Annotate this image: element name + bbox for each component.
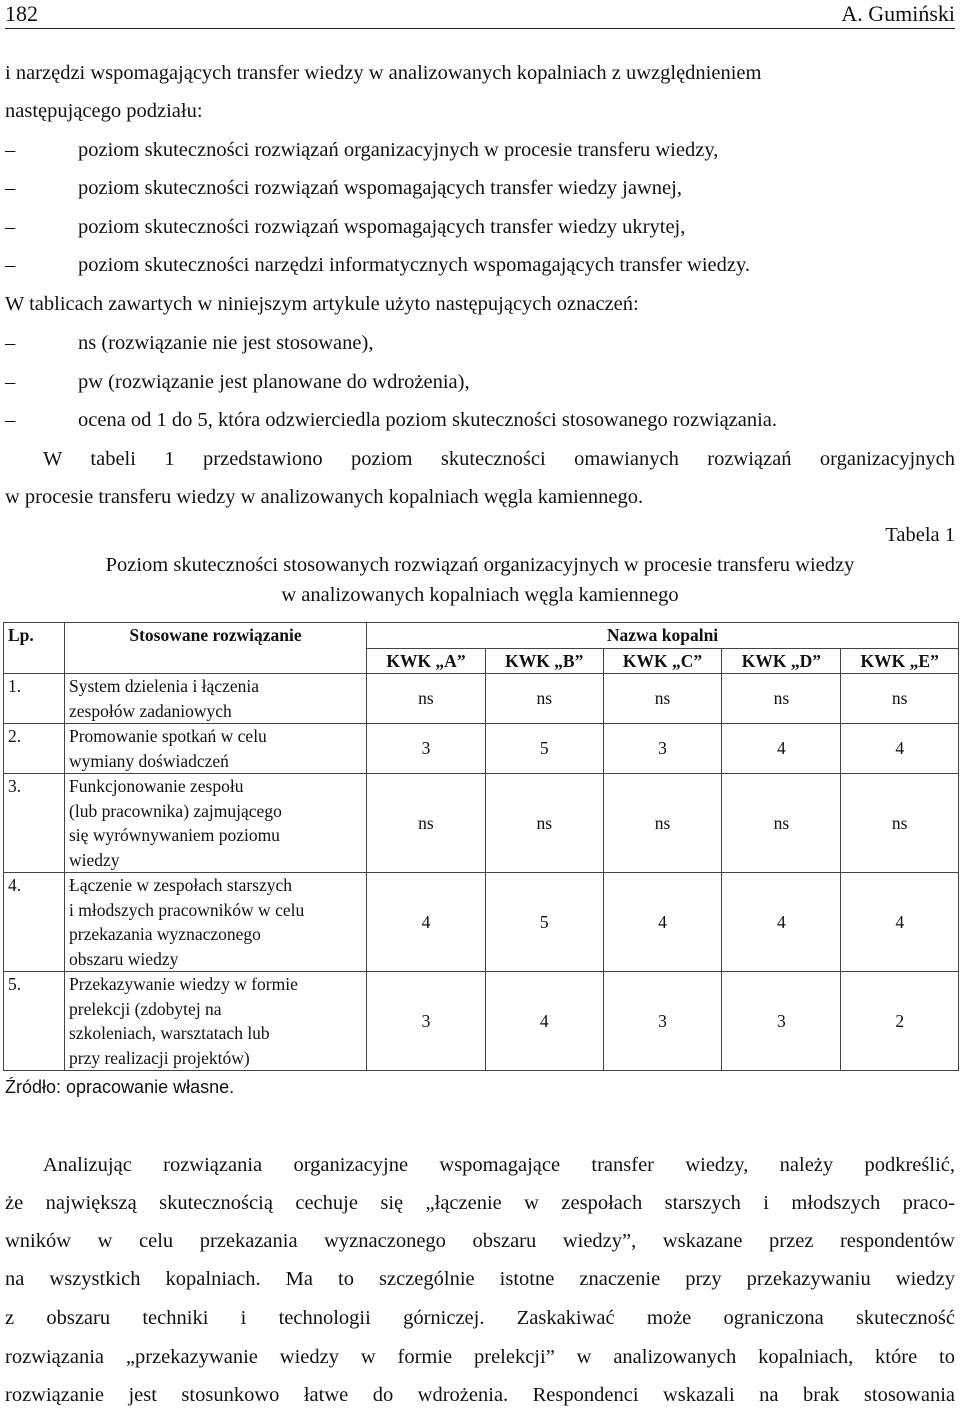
intro-line-2: następującego podziału: <box>5 100 203 122</box>
paragraph-2-line-2: że największą skutecznością cechuje się „łączenie w zespołach starszych i młodszych praco- <box>5 1192 955 1214</box>
dash-bullet: – <box>5 139 16 161</box>
table-row <box>4 972 959 1071</box>
row-value: 4 <box>722 873 841 972</box>
table-caption-line-2: w analizowanych kopalniach węgla kamiennego <box>281 584 679 606</box>
row-value: 3 <box>367 972 486 1071</box>
intro-bullet-4: poziom skuteczności narzędzi informatycznych wspomagających transfer wiedzy. <box>78 254 751 276</box>
solution-line: szkoleniach, warsztatach lub <box>69 1023 270 1043</box>
table-row <box>4 674 959 724</box>
dash-bullet: – <box>5 371 16 393</box>
intro-bullet-3: poziom skuteczności rozwiązań wspomagających transfer wiedzy ukrytej, <box>78 216 686 238</box>
page-header <box>5 0 955 29</box>
row-value: 3 <box>367 724 486 774</box>
row-solution <box>65 972 367 1071</box>
dash-bullet: – <box>5 409 16 431</box>
row-value: ns <box>722 674 841 724</box>
row-solution <box>65 774 367 873</box>
header-mine: KWK „E” <box>841 648 959 674</box>
dash-bullet: – <box>5 254 16 276</box>
table-caption-line-1: Poziom skuteczności stosowanych rozwiązań organizacyjnych w procesie transferu wiedzy <box>105 554 855 576</box>
intro-bullet-1: poziom skuteczności rozwiązań organizacyjnych w procesie transferu wiedzy, <box>78 139 719 161</box>
header-lp: Lp. <box>4 623 65 674</box>
solution-line: Funkcjonowanie zespołu <box>69 776 244 796</box>
solution-line: i młodszych pracowników w celu <box>69 899 305 920</box>
row-lp: 3. <box>4 774 65 873</box>
solution-line: (lub pracownika) zajmującego <box>69 800 282 821</box>
row-lp: 4. <box>4 873 65 972</box>
row-value: 3 <box>603 972 722 1071</box>
results-table <box>3 622 959 1071</box>
row-value: ns <box>722 774 841 873</box>
dash-bullet: – <box>5 177 16 199</box>
row-lp: 2. <box>4 724 65 774</box>
table-source: Źródło: opracowanie własne. <box>5 1077 235 1097</box>
intro-bullet-2: poziom skuteczności rozwiązań wspomagających transfer wiedzy jawnej, <box>78 177 682 199</box>
header-mine: KWK „D” <box>722 648 841 674</box>
table-label: Tabela 1 <box>885 524 955 546</box>
notation-line: W tablicach zawartych w niniejszym artykule użyto następujących oznaczeń: <box>5 293 639 315</box>
dash-bullet: – <box>5 216 16 238</box>
paragraph-2-line-7: rozwiązanie jest stosunkowo łatwe do wdrożenia. Respondenci wskazali na brak stosowania <box>5 1384 955 1406</box>
solution-line: wymiany doświadczeń <box>69 750 229 771</box>
solution-line: Przekazywanie wiedzy w formie <box>69 974 298 994</box>
row-value: ns <box>841 774 959 873</box>
header-mine: KWK „A” <box>367 648 486 674</box>
table-row <box>4 873 959 972</box>
solution-line: zespołów zadaniowych <box>69 700 232 721</box>
table-row <box>4 774 959 873</box>
notation-bullet-3: ocena od 1 do 5, która odzwierciedla poziom skuteczności stosowanego rozwiązania. <box>78 409 778 431</box>
header-mine: KWK „C” <box>603 648 722 674</box>
paragraph-2-line-3: wników w celu przekazania wyznaczonego obszaru wiedzy”, wskazane przez respondentów <box>5 1230 955 1252</box>
solution-line: Łączenie w zespołach starszych <box>69 875 293 895</box>
solution-line: się wyrównywaniem poziomu <box>69 825 280 845</box>
row-lp: 1. <box>4 674 65 724</box>
header-solution: Stosowane rozwiązanie <box>65 623 367 674</box>
paragraph-1-line-2: w procesie transferu wiedzy w analizowanych kopalniach węgla kamiennego. <box>5 486 644 508</box>
row-value: 4 <box>841 724 959 774</box>
solution-line: obszaru wiedzy <box>69 948 179 969</box>
row-value: 3 <box>722 972 841 1071</box>
paragraph-2-line-4: na wszystkich kopalniach. Ma to szczególnie istotne znaczenie przy przekazywaniu wiedzy <box>5 1268 955 1290</box>
row-value: 3 <box>603 724 722 774</box>
header-mine-name: Nazwa kopalni <box>367 623 959 649</box>
dash-bullet: – <box>5 332 16 354</box>
row-value: 4 <box>722 724 841 774</box>
row-value: ns <box>485 774 603 873</box>
row-value: ns <box>603 674 722 724</box>
paragraph-2-line-1: Analizując rozwiązania organizacyjne wspomagające transfer wiedzy, należy podkreślić, <box>43 1154 955 1176</box>
row-value: 2 <box>841 972 959 1071</box>
row-value: 5 <box>485 873 603 972</box>
running-author: A. Gumiński <box>841 1 955 26</box>
row-value: ns <box>367 774 486 873</box>
solution-line: wiedzy <box>69 849 120 870</box>
row-value: ns <box>841 674 959 724</box>
header-mine: KWK „B” <box>485 648 603 674</box>
intro-line-1: i narzędzi wspomagających transfer wiedzy w analizowanych kopalniach z uwzględnieniem <box>5 62 762 84</box>
row-value: 4 <box>367 873 486 972</box>
solution-line: Promowanie spotkań w celu <box>69 726 267 746</box>
table-header-row <box>4 623 959 649</box>
notation-bullet-1: ns (rozwiązanie nie jest stosowane), <box>78 332 374 354</box>
page-number: 182 <box>5 1 38 26</box>
row-solution <box>65 724 367 774</box>
table-row <box>4 724 959 774</box>
solution-line: przy realizacji projektów) <box>69 1047 250 1068</box>
row-value: ns <box>603 774 722 873</box>
notation-bullet-2: pw (rozwiązanie jest planowane do wdrożenia), <box>78 371 470 393</box>
paragraph-2-line-5: z obszaru techniki i technologii górniczej. Zaskakiwać może ograniczona skuteczność <box>5 1307 955 1329</box>
paragraph-1-line-1: W tabeli 1 przedstawiono poziom skuteczności omawianych rozwiązań organizacyjnych <box>43 448 955 470</box>
row-value: ns <box>485 674 603 724</box>
row-value: 4 <box>603 873 722 972</box>
row-value: ns <box>367 674 486 724</box>
solution-line: System dzielenia i łączenia <box>69 676 259 696</box>
row-solution <box>65 674 367 724</box>
solution-line: przekazania wyznaczonego <box>69 924 261 944</box>
row-value: 4 <box>841 873 959 972</box>
row-value: 5 <box>485 724 603 774</box>
row-solution <box>65 873 367 972</box>
solution-line: prelekcji (zdobytej na <box>69 998 222 1019</box>
row-lp: 5. <box>4 972 65 1071</box>
row-value: 4 <box>485 972 603 1071</box>
paragraph-2-line-6: rozwiązania „przekazywanie wiedzy w formie prelekcji” w analizowanych kopalniach, które to <box>5 1346 955 1368</box>
